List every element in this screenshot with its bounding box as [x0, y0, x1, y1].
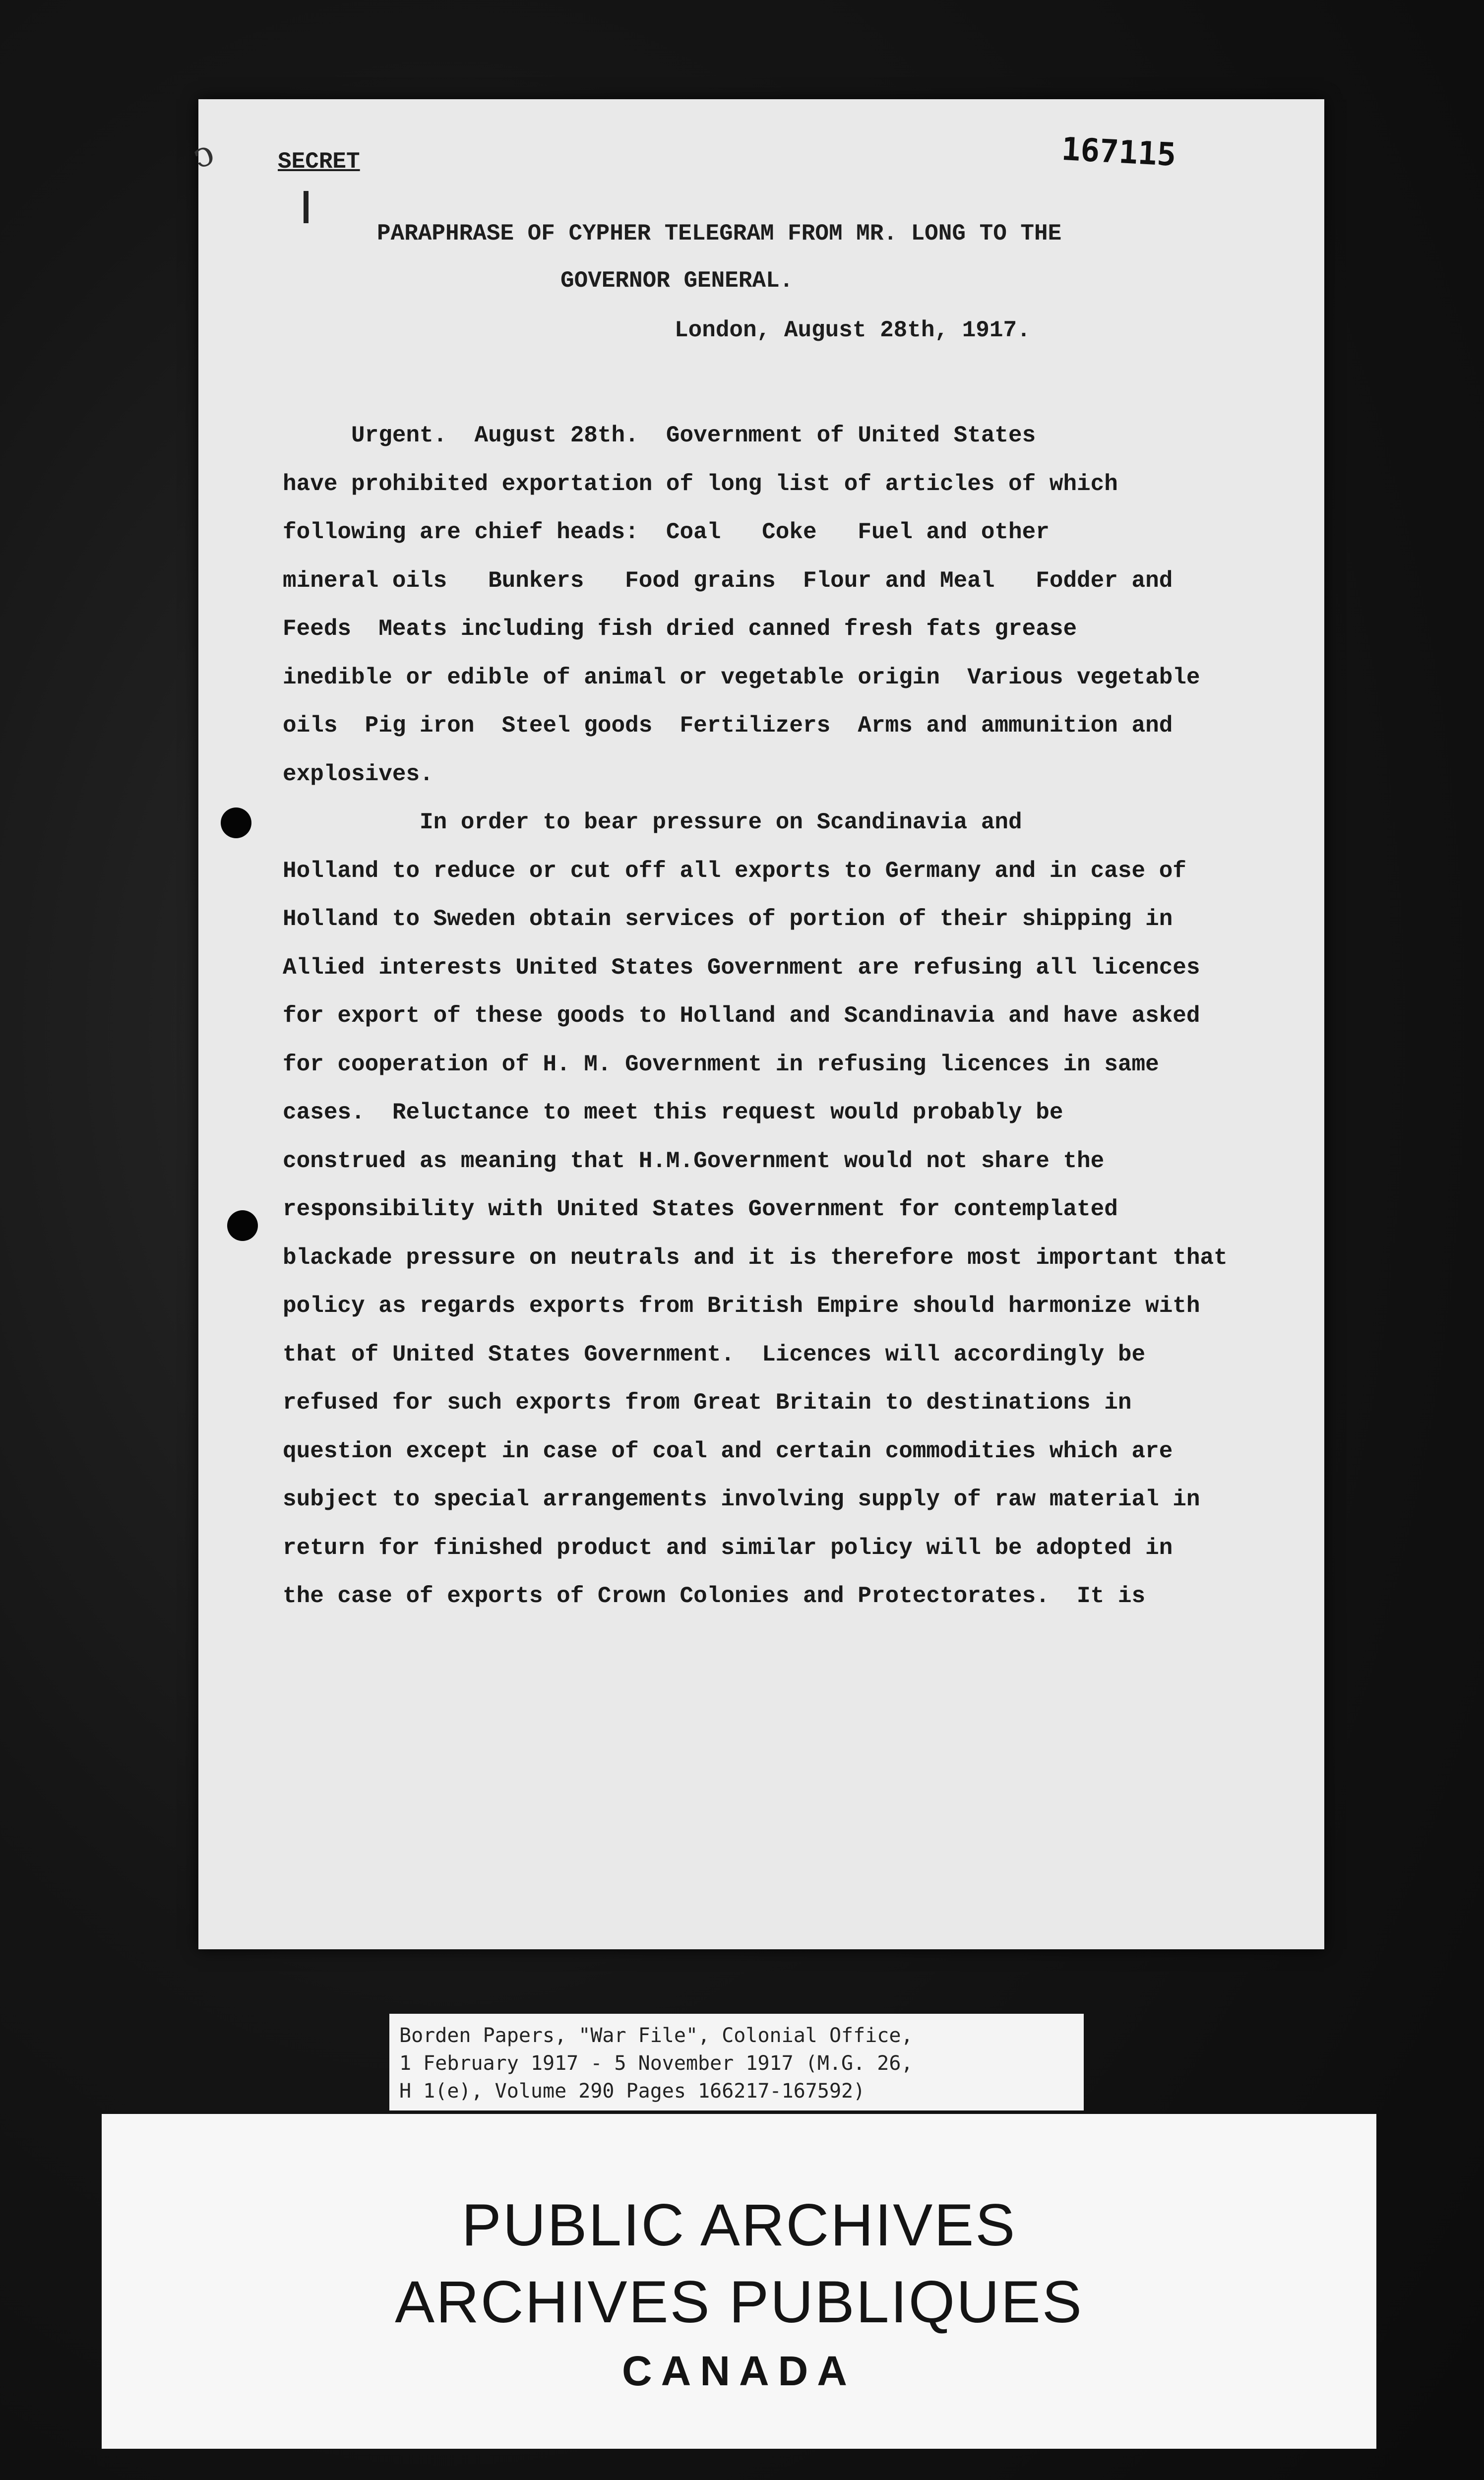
handwritten-corner-mark: ↄ [187, 131, 220, 177]
body-line: for export of these goods to Holland and Scandinavia and have asked [283, 1003, 1200, 1029]
archive-name-french: ARCHIVES PUBLIQUES [395, 2269, 1083, 2335]
body-line: blackade pressure on neutrals and it is therefore most important that [283, 1244, 1228, 1271]
archive-card [102, 2114, 1376, 2449]
body-line: In order to bear pressure on Scandinavia and [283, 809, 1022, 835]
body-line: Holland to Sweden obtain services of portion of their shipping in [283, 906, 1173, 932]
citation-line: H 1(e), Volume 290 Pages 166217-167592) [399, 2080, 866, 2103]
heading-line-2: GOVERNOR GENERAL. [560, 268, 794, 294]
body-line: explosives. [283, 761, 433, 787]
body-line: construed as meaning that H.M.Government would not share the [283, 1148, 1105, 1174]
body-line: question except in case of coal and certain commodities which are [283, 1438, 1173, 1464]
body-line: that of United States Government. Licences will accordingly be [283, 1341, 1146, 1367]
archive-country: CANADA [622, 2348, 856, 2394]
document-number: 167115 [1060, 131, 1177, 174]
dateline: London, August 28th, 1917. [675, 317, 1031, 343]
body-line: responsibility with United States Government for contemplated [283, 1196, 1118, 1222]
archive-name-english: PUBLIC ARCHIVES [461, 2192, 1017, 2258]
body-line: following are chief heads: Coal Coke Fuel and other [283, 519, 1050, 545]
body-line: policy as regards exports from British Empire should harmonize with [283, 1293, 1200, 1319]
body-line: mineral oils Bunkers Food grains Flour and Meal Fodder and [283, 567, 1173, 594]
punch-hole [227, 1210, 258, 1241]
body-line: oils Pig iron Steel goods Fertilizers Arms and ammunition and [283, 713, 1173, 739]
citation-label [389, 2014, 1084, 2110]
body-line: have prohibited exportation of long list of articles of which [283, 471, 1118, 497]
body-line: Allied interests United States Government are refusing all licences [283, 954, 1200, 981]
body-line: inedible or edible of animal or vegetable origin Various vegetable [283, 664, 1200, 690]
body-line: Urgent. August 28th. Government of United States [283, 423, 1036, 448]
citation-line: Borden Papers, "War File", Colonial Office, [399, 2024, 913, 2047]
body-line: cases. Reluctance to meet this request would probably be [283, 1100, 1063, 1125]
body-line: Feeds Meats including fish dried canned fresh fats grease [283, 616, 1077, 642]
telegram-body [283, 412, 1319, 1621]
body-line: the case of exports of Crown Colonies and Protectorates. It is [283, 1583, 1146, 1609]
body-line: refused for such exports from Great Britain to destinations in [283, 1390, 1132, 1416]
body-line: for cooperation of H. M. Government in refusing licences in same [283, 1051, 1159, 1077]
body-line: return for finished product and similar policy will be adopted in [283, 1535, 1173, 1561]
body-line: Holland to reduce or cut off all exports to Germany and in case of [283, 858, 1186, 884]
classification-label: SECRET [278, 149, 360, 175]
heading-line-1: PARAPHRASE OF CYPHER TELEGRAM FROM MR. LONG TO THE [377, 221, 1062, 247]
punch-hole [221, 807, 251, 838]
body-line: subject to special arrangements involving supply of raw material in [283, 1487, 1200, 1512]
citation-line: 1 February 1917 - 5 November 1917 (M.G. 26, [399, 2052, 913, 2075]
handwritten-tick [304, 191, 309, 223]
